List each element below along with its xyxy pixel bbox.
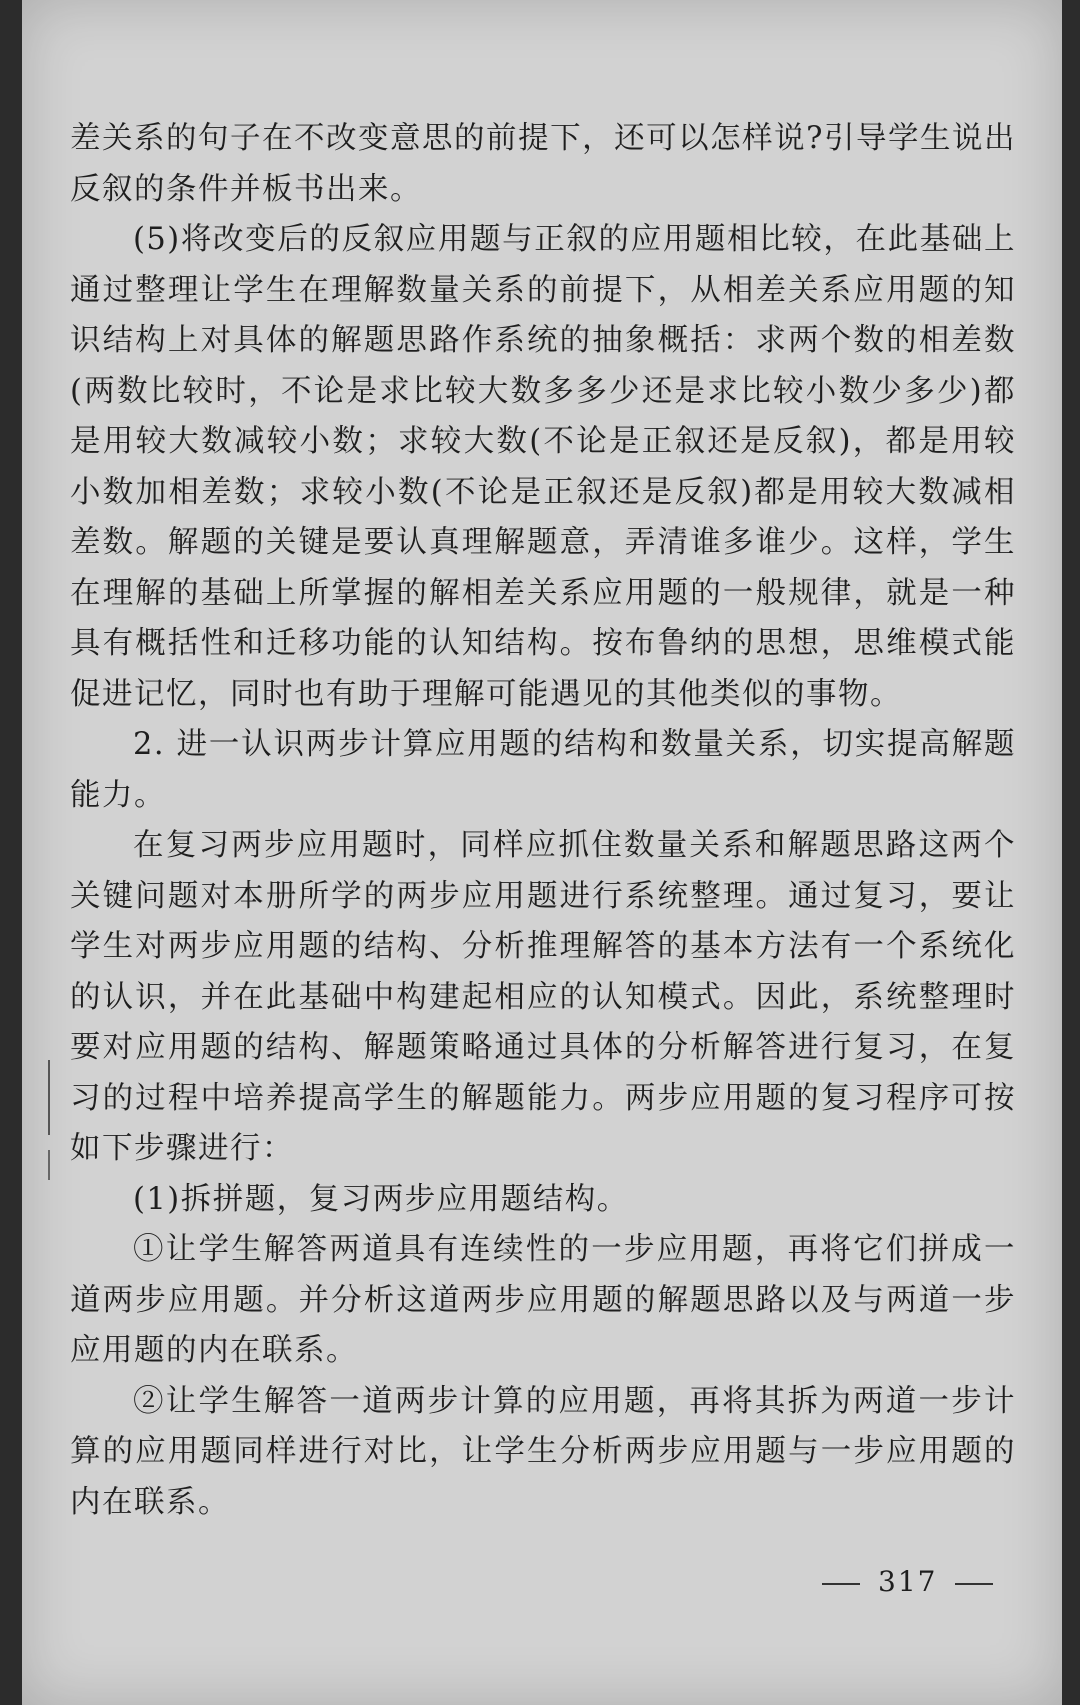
margin-pencil-mark	[48, 1150, 50, 1180]
paragraph: ②让学生解答一道两步计算的应用题，再将其拆为两道一步计算的应用题同样进行对比，让学生分析两步应用题与一步应用题的内在联系。	[70, 1383, 1016, 1520]
paragraph: 差关系的句子在不改变意思的前提下，还可以怎样说?引导学生说出反叙的条件并板书出来。	[70, 121, 1016, 207]
page-number: 317	[878, 1565, 938, 1598]
paragraph: (1)拆拼题，复习两步应用题结构。	[133, 1181, 629, 1217]
paragraph: (5)将改变后的反叙应用题与正叙的应用题相比较，在此基础上通过整理让学生在理解数量关系的前提下，从相差关系应用题的知识结构上对具体的解题思路作系统的抽象概括：求两个数的相差数(两数比较时，不论是求比较大数多多少还是求比较小数少多少)都是用较大数减较小数；求较大数(不论是正叙还是反叙)，都是用较小数加相差数；求较小数(不论是正叙还是反叙)都是用较大数减相差数。解题的关键是要认真理解题意，弄清谁多谁少。这样，学生在理解的基础上所掌握的解相差关系应用题的一般规律，就是一种具有概括性和迁移功能的认知结构。按布鲁纳的思想，思维模式能促进记忆，同时也有助于理解可能遇见的其他类似的事物。	[70, 222, 1016, 712]
margin-pencil-mark	[48, 1060, 50, 1135]
paragraph: 2. 进一认识两步计算应用题的结构和数量关系，切实提高解题能力。	[70, 727, 1016, 813]
footer-dash-left	[822, 1583, 860, 1585]
page-footer	[822, 1565, 993, 1598]
paragraph: 在复习两步应用题时，同样应抓住数量关系和解题思路这两个关键问题对本册所学的两步应用题进行系统整理。通过复习，要让学生对两步应用题的结构、分析推理解答的基本方法有一个系统化的认识，并在此基础中构建起相应的认知模式。因此，系统整理时要对应用题的结构、解题策略通过具体的分析解答进行复习，在复习的过程中培养提高学生的解题能力。两步应用题的复习程序可按如下步骤进行：	[70, 828, 1016, 1166]
book-page	[22, 0, 1062, 1705]
footer-dash-right	[955, 1583, 993, 1585]
body-text	[70, 114, 1016, 1528]
paragraph: ①让学生解答两道具有连续性的一步应用题，再将它们拼成一道两步应用题。并分析这道两步应用题的解题思路以及与两道一步应用题的内在联系。	[70, 1232, 1016, 1368]
